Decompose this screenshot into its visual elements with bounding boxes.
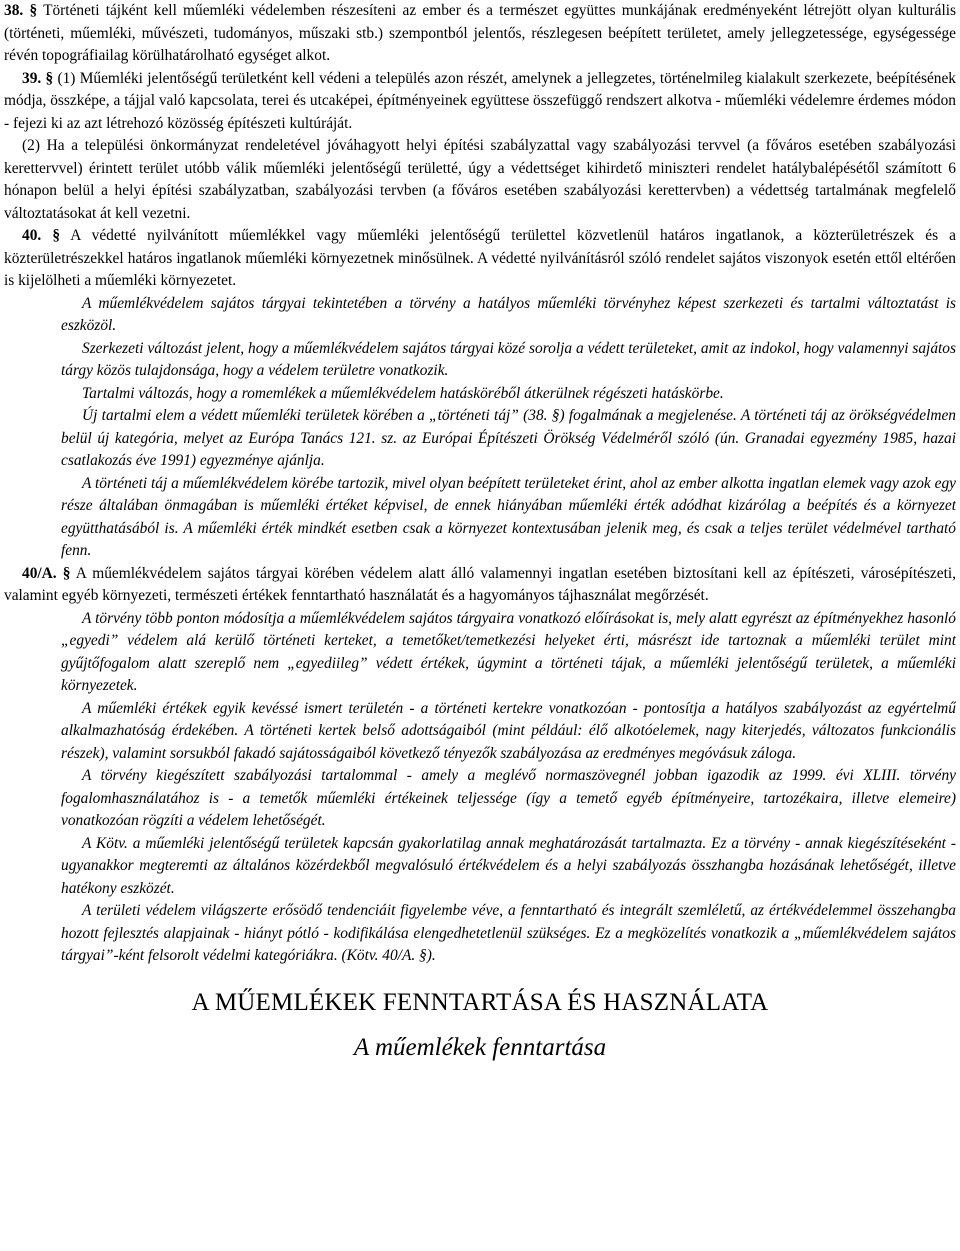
section-40a: [4, 563, 956, 608]
section-number: 38.: [4, 2, 24, 19]
commentary-paragraph: A területi védelem világszerte erősödő tendenciáit figyelembe véve, a fenntartható és integrált szemléletű, az értékvédelemmel összehangba hozott fejlesztés alapjainak - hiányt pótló - kodifikálása elengedhetetlenül szükséges. Ez a megközelítés vonatkozik a „műemlékvédelem sajátos tárgyai”-ként felsorolt védelmi kategóriákra. (Kötv. 40/A. §).: [61, 902, 956, 964]
section-body: (1) Műemléki jelentőségű területként kell védeni a település azon részét, amelynek a jellegzetes, történelmileg kialakult szerkezete, beépítésének módja, összképe, a tájjal való kapcsolata, terei és utcaképei, építményeinek együttese összefüggő rendszert alkotva - műemléki védelemre érdemes módon - fejezi ki az azt létrehozó közösség építészeti kultúráját.: [4, 69, 956, 132]
section-body: (2) Ha a települési önkormányzat rendeletével jóváhagyott helyi építési szabályzattal vagy szabályozási tervvel (a főváros esetében szabályozási kerettervvel) érintett terület utóbb válik műemléki jelentőségű területté, úgy a védettséget kihirdető miniszteri rendelet hatálybalépésétől számított 6 hónapon belül a helyi építési szabályzatban, szabályozási tervben (a főváros esetében szabályozási kerettervben) a védettség tartalmának megfelelő változtatásokat át kell vezetni.: [4, 137, 956, 222]
section-number: 40/A.: [22, 564, 57, 582]
section-number: 39.: [22, 69, 42, 87]
chapter-heading: A MŰEMLÉKEK FENNTARTÁSA ÉS HASZNÁLATA: [191, 988, 769, 1016]
section-body: A műemlékvédelem sajátos tárgyai körében védelem alatt álló valamennyi ingatlan esetében biztosítani kell az építészeti, városépítészeti, valamint egyéb környezeti, természeti értékek fenntartható használatát és a hagyományos tájhasználat megőrzését.: [4, 564, 956, 604]
commentary-paragraph: Szerkezeti változást jelent, hogy a műemlékvédelem sajátos tárgyai közé sorolja a védett területeket, amit az indokol, hogy valamennyi sajátos tárgy közös tulajdonsága, hogy a védelem területre vonatkozik.: [61, 339, 956, 379]
section-body: A védetté nyilvánított műemlékkel vagy műemléki jelentőségű területtel közvetlenül határos ingatlanok, a közterületrészek és a közterületrészekkel határos ingatlanok műemléki környezetnek minősülnek. A védetté nyilvánításról szóló rendelet sajátos viszonyok esetén ettől eltérően is kijelölheti a műemléki környezetet.: [4, 227, 956, 289]
commentary-paragraph: Tartalmi változás, hogy a romemlékek a műemlékvédelem hatásköréből átkerülnek régészeti hatáskörbe.: [82, 384, 724, 402]
section-number: 40.: [22, 227, 42, 244]
section-body: Történeti tájként kell műemléki védelemben részesíteni az ember és a természet együttes munkájának eredményeként létrejött olyan kulturális (történeti, műemléki, művészeti, tudományos, műszaki stb.) szempontból jelentős, részlegesen beépített területet, amely jellegzetessége, egységessége révén topográfiailag körülhatárolható egységet alkot.: [4, 2, 956, 64]
commentary-paragraph: A műemlékvédelem sajátos tárgyai tekintetében a törvény a hatályos műemléki törvényhez képest szerkezeti és tartalmi változtatást is eszközöl.: [61, 294, 956, 334]
commentary-paragraph: A Kötv. a műemléki jelentőségű területek kapcsán gyakorlatilag annak meghatározását tartalmazta. Ez a törvény - annak kiegészítéseként - ugyanakkor megteremti az általános közérdekből megvalósuló értékvédelem és a helyi szabályozás összhangba hozásának lehetőségét, illetve hatékony eszközét.: [61, 834, 956, 897]
section-39-2: [4, 135, 956, 225]
section-38: [4, 0, 956, 68]
paragraph-sign: §: [23, 2, 38, 19]
paragraph-sign: §: [56, 564, 71, 582]
section-40: [4, 225, 956, 293]
paragraph-sign: §: [41, 69, 54, 87]
commentary-paragraph: Új tartalmi elem a védett műemléki területek körében a „történeti táj” (38. §) fogalmának a megjelenése. A történeti táj az örökségvédelmen belül új kategória, melyet az Európa Tanács 121. sz. az Európai Építészeti Örökség Védelméről szóló (ún. Granadai egyezmény 1985, hazai csatlakozás éve 1991) egyezménye ajánlja.: [61, 407, 956, 469]
paragraph-sign: §: [41, 227, 61, 244]
chapter-subheading: A műemlékek fenntartása: [353, 1033, 607, 1061]
commentary-paragraph: A műemléki értékek egyik kevéssé ismert területén - a történeti kertekre vonatkozóan - pontosítja a hatályos szabályozást az egyértelmű alkalmazhatóság érdekében. A történeti kertek belső adottságaiból (mint például: élő alkotóelemek, nagy kiterjedés, változatos funkcionális részek), valamint sorsukból fakadó sajátosságaiból következő tényezők szabályozása az eredményes megóvásuk záloga.: [61, 699, 956, 762]
document-page: [4, 0, 956, 1251]
commentary-paragraph: A törvény több ponton módosítja a műemlékvédelem sajátos tárgyaira vonatkozó előírásokat is, mely alatt egyrészt az építményekhez hasonló „egyedi” védelem alá kerülő történeti kerteket, a temetőket/temetkezési helyeket érti, másrészt ide tartoznak a műemléki terület mint gyűjtőfogalom alatt szereplő nem „egyediileg” védett értékek, úgymint a történeti tájak, a műemléki jelentőségű területek, a műemléki környezetek.: [61, 609, 956, 694]
commentary-paragraph: A történeti táj a műemlékvédelem körébe tartozik, mivel olyan beépített területeket érint, ahol az ember alkotta ingatlan elemek vagy azok egy része általában önmagában is műemléki értéket képvisel, de ennek hiányában műemléki érték adódhat kizárólag a beépítés és a környezet együtthatásából is. A műemléki érték mindkét esetben csak a környezet kontextusában jelenik meg, és csak a teljes terület védelmével tartható fenn.: [61, 474, 956, 559]
section-39: [4, 68, 956, 136]
commentary-paragraph: A törvény kiegészített szabályozási tartalommal - amely a meglévő normaszövegnél jobban igazodik az 1999. évi XLIII. törvény fogalomhasználatához is - a temetők műemléki értékeinek teljessége (így a temető egyéb építményeire, tartozékaira, illetve elemeire) vonatkozóan rögzíti a védelem lehetőségét.: [61, 767, 956, 829]
